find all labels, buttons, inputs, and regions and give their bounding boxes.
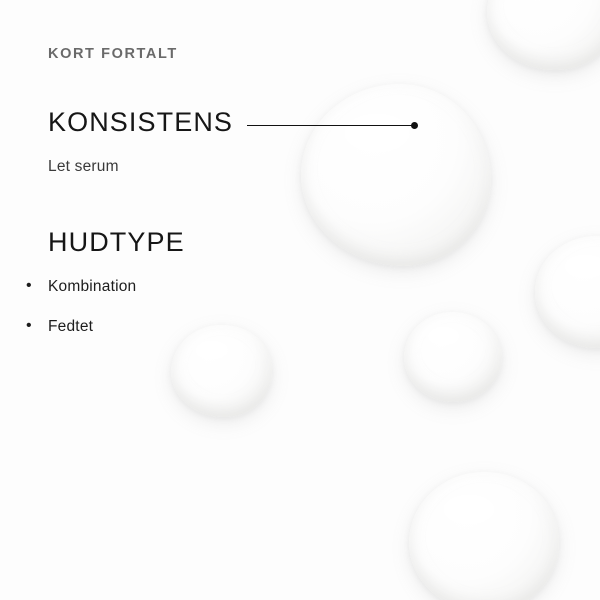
leader-line (247, 125, 413, 126)
list-item: • Fedtet (22, 318, 136, 336)
list-item: • Kombination (22, 278, 136, 296)
hudtype-bullet-list (22, 278, 136, 358)
section-heading-konsistens: KONSISTENS (48, 107, 234, 137)
eyebrow-label: KORT FORTALT (48, 46, 178, 62)
annotation-leader (247, 121, 419, 131)
section-subtext-konsistens: Let serum (48, 158, 119, 175)
leader-dot-icon (411, 122, 418, 129)
section-heading-hudtype: HUDTYPE (48, 227, 185, 257)
